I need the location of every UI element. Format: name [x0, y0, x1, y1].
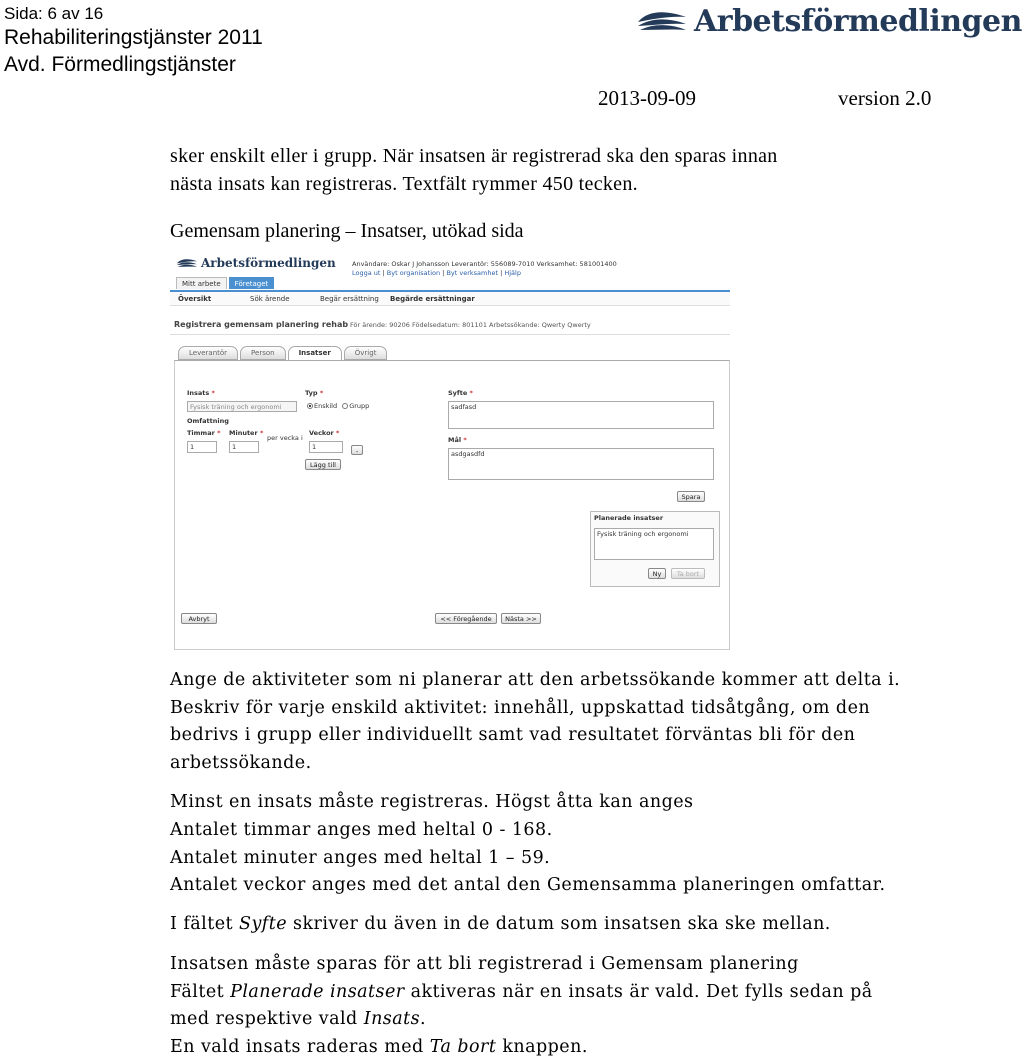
document-version: version 2.0	[838, 86, 932, 110]
step-ovrigt[interactable]: Övrigt	[344, 346, 388, 360]
veckor-input[interactable]: 1	[309, 441, 343, 453]
embedded-screenshot	[170, 250, 734, 653]
add-button[interactable]: Lägg till	[305, 459, 341, 470]
radio-enskild-label: Enskild	[314, 402, 338, 410]
body-line-9: I fältet Syfte skriver du även in de datum som insatsen ska ske mellan.	[170, 914, 831, 934]
mal-textarea[interactable]: asdgasdfd	[448, 448, 714, 480]
document-title: Rehabiliteringstjänster 2011	[4, 26, 263, 49]
sub-navigation	[170, 290, 730, 306]
body-line-13: En vald insats raderas med Ta bort knappen.	[170, 1037, 588, 1057]
body-line-4: arbetssökande.	[170, 753, 312, 773]
case-info: För ärende: 90206 Födelsedatum: 801101 Arbetssökande: Qwerty Qwerty	[350, 321, 591, 329]
logo-mark-icon	[636, 8, 688, 34]
logo-text: Arbetsförmedlingen	[694, 3, 1022, 39]
syfte-emphasis: Syfte	[239, 914, 288, 934]
user-info: Användare: Oskar J Johansson Leverantör: 556089-7010 Verksamhet: 581001400 Logga ut | Byt organisation | Byt verksamhet | Hjälp	[352, 260, 617, 277]
department: Avd. Förmedlingstjänster	[4, 53, 236, 76]
screenshot-logo-text: Arbetsförmedlingen	[201, 256, 336, 270]
minuter-label: Minuter *	[229, 429, 264, 437]
step-leverantor[interactable]: Leverantör	[178, 346, 238, 360]
logout-link[interactable]: Logga ut	[352, 269, 381, 277]
logo-mark-icon	[176, 257, 198, 269]
timmar-label: Timmar *	[187, 429, 221, 437]
tab-mitt-arbete[interactable]: Mitt arbete	[176, 277, 227, 289]
subnav-sok-arende[interactable]: Sök ärende	[250, 295, 290, 303]
change-business-link[interactable]: Byt verksamhet	[446, 269, 499, 277]
planerade-insatser-emphasis: Planerade insatser	[230, 982, 405, 1002]
help-link[interactable]: Hjälp	[504, 269, 521, 277]
form-panel	[174, 360, 730, 650]
body-line-12: med respektive vald Insats.	[170, 1009, 427, 1029]
previous-button[interactable]: << Föregående	[435, 613, 497, 624]
body-line-3: bedrivs i grupp eller individuellt samt vad resultatet förväntas bli för den	[170, 725, 856, 745]
ta-bort-button[interactable]: Ta bort	[671, 568, 705, 579]
step-tabs	[178, 346, 389, 360]
typ-radio-group	[307, 402, 369, 410]
omfattning-label: Omfattning	[187, 417, 229, 425]
syfte-textarea[interactable]: sadfasd	[448, 401, 714, 429]
radio-grupp[interactable]	[342, 403, 348, 409]
body-line-7: Antalet minuter anges med heltal 1 – 59.	[170, 848, 551, 868]
veckor-label: Veckor *	[309, 429, 340, 437]
planerade-insatser-list[interactable]: Fysisk träning och ergonomi	[594, 528, 714, 560]
typ-label: Typ *	[305, 389, 324, 397]
spara-button[interactable]: Spara	[677, 491, 705, 502]
arbetsformedlingen-logo	[636, 4, 1022, 38]
ta-bort-emphasis: Ta bort	[429, 1037, 497, 1057]
page-number: Sida: 6 av 16	[4, 4, 104, 23]
minus-button[interactable]: -	[351, 445, 363, 455]
form-title: Registrera gemensam planering rehab	[174, 320, 349, 329]
body-line-10: Insatsen måste sparas för att bli registrerad i Gemensam planering	[170, 954, 799, 974]
ny-button[interactable]: Ny	[648, 568, 666, 579]
tab-foretaget[interactable]: Företaget	[229, 277, 275, 289]
insats-select[interactable]: Fysisk träning och ergonomi	[187, 401, 297, 412]
body-line-5: Minst en insats måste registreras. Högst åtta kan anges	[170, 792, 694, 812]
mal-label: Mål *	[448, 436, 467, 444]
insats-emphasis: Insats	[363, 1009, 421, 1029]
body-line-11: Fältet Planerade insatser aktiveras när en insats är vald. Det fylls sedan på	[170, 982, 873, 1002]
timmar-input[interactable]: 1	[187, 441, 217, 453]
body-line-1: Ange de aktiviteter som ni planerar att den arbetssökande kommer att delta i.	[170, 670, 901, 690]
planerade-insatser-label: Planerade insatser	[594, 514, 664, 522]
main-tabs	[176, 277, 276, 289]
syfte-label: Syfte *	[448, 389, 473, 397]
avbryt-button[interactable]: Avbryt	[181, 613, 217, 624]
body-line-6: Antalet timmar anges med heltal 0 - 168.	[170, 820, 553, 840]
insats-label: Insats *	[187, 389, 215, 397]
screenshot-logo	[176, 256, 336, 270]
subnav-oversikt[interactable]: Översikt	[178, 295, 212, 303]
change-org-link[interactable]: Byt organisation	[386, 269, 441, 277]
step-insatser[interactable]: Insatser	[288, 346, 342, 360]
subnav-begarde-ersattningar[interactable]: Begärde ersättningar	[390, 295, 475, 303]
next-button[interactable]: Nästa >>	[501, 613, 541, 624]
body-line-2: Beskriv för varje enskild aktivitet: innehåll, uppskattad tidsåtgång, om den	[170, 698, 871, 718]
radio-enskild[interactable]	[307, 403, 313, 409]
body-line-8: Antalet veckor anges med det antal den Gemensamma planeringen omfattar.	[170, 875, 886, 895]
intro-line-2: nästa insats kan registreras. Textfält rymmer 450 tecken.	[170, 173, 638, 195]
section-heading: Gemensam planering – Insatser, utökad sida	[170, 220, 524, 242]
radio-grupp-label: Grupp	[349, 402, 370, 410]
subnav-begar-ersattning[interactable]: Begär ersättning	[320, 295, 379, 303]
document-date: 2013-09-09	[598, 86, 696, 110]
user-line: Användare: Oskar J Johansson Leverantör: 556089-7010 Verksamhet: 581001400	[352, 260, 617, 268]
per-vecka-text: per vecka i	[267, 434, 303, 442]
intro-line-1: sker enskilt eller i grupp. När insatsen är registrerad ska den sparas innan	[170, 145, 778, 167]
minuter-input[interactable]: 1	[229, 441, 259, 453]
divider	[170, 334, 730, 335]
step-person[interactable]: Person	[240, 346, 286, 360]
